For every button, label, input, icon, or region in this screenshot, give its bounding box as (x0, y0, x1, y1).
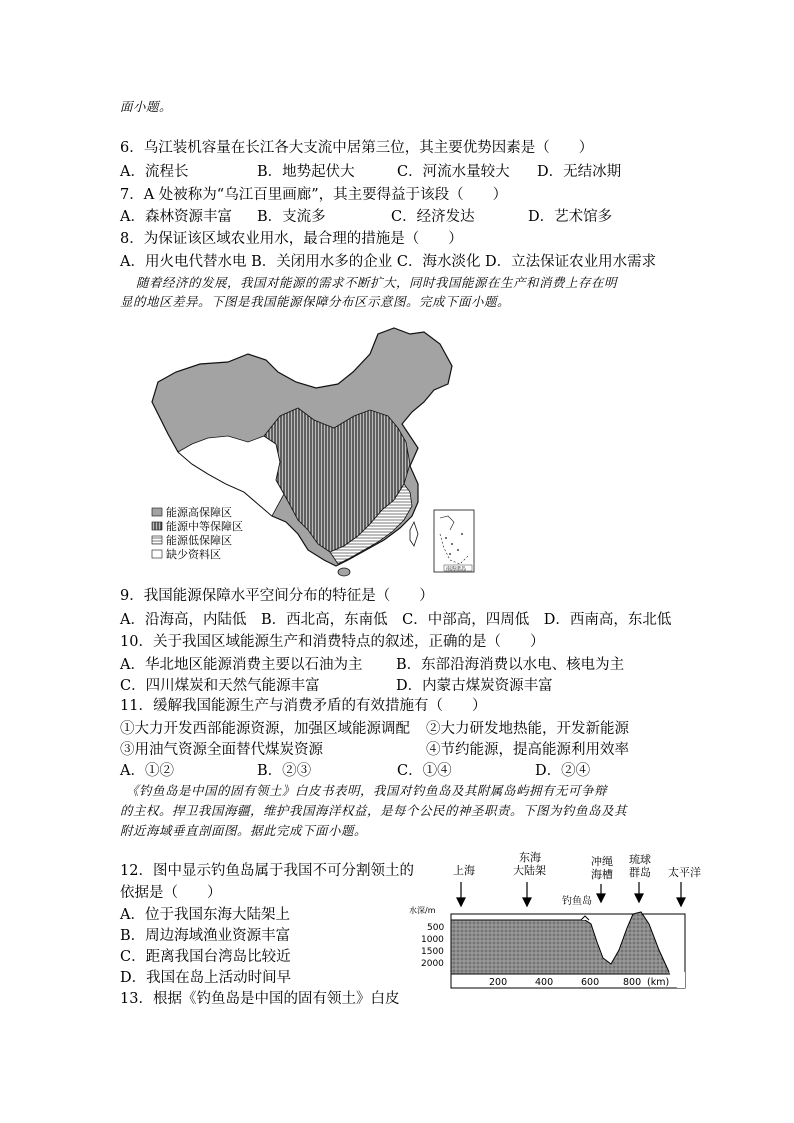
distance-unit: (km) (647, 977, 670, 988)
depth-tick-1500: 1500 (421, 947, 444, 957)
q11-statement-3: ③用油气资源全面替代煤炭资源 (120, 742, 323, 758)
distance-tick-400: 400 (535, 977, 554, 988)
distance-tick-800: 800 (623, 977, 642, 988)
q6-option-b: B．地势起伏大 (257, 164, 355, 180)
q12-option-d: D．我国在岛上活动时间早 (120, 970, 292, 986)
depth-tick-500: 500 (427, 923, 445, 933)
question-13-stem: 13．根据《钓鱼岛是中国的固有领土》白皮 (120, 991, 400, 1007)
passage-2-line-3: 附近海域垂直剖面图。据此完成下面小题。 (120, 823, 368, 838)
question-8-stem: 8．为保证该区域农业用水，最合理的措施是（ ） (120, 231, 463, 247)
label-islands: 群岛 (629, 866, 651, 879)
q8-options: A．用火电代替水电 B．关闭用水多的企业 C．海水淡化 D．立法保证农业用水需求 (120, 254, 657, 270)
missing-data-region (178, 436, 284, 516)
map-legend (152, 505, 243, 561)
legend-missing: 缺少资料区 (166, 548, 221, 561)
question-10-stem: 10．关于我国区域能源生产和消费特点的叙述，正确的是（ ） (120, 634, 545, 650)
question-6-stem: 6．乌江装机容量在长江各大支流中居第三位，其主要优势因素是（ ） (120, 140, 594, 156)
q7-option-a: A．森林资源丰富 (120, 209, 232, 225)
q11-statement-2: ②大力研发地热能，开发新能源 (426, 721, 629, 737)
distance-tick-200: 200 (489, 977, 508, 988)
legend-medium: 能源中等保障区 (166, 520, 243, 533)
q11-option-d: D．②④ (535, 763, 591, 779)
q12-option-c: C．距离我国台湾岛比较近 (120, 949, 291, 965)
question-9-stem: 9．我国能源保障水平空间分布的特征是（ ） (120, 588, 434, 604)
q10-option-d: D．内蒙古煤炭资源丰富 (396, 678, 553, 694)
q7-option-d: D．艺术馆多 (528, 209, 613, 225)
question-7-stem: 7．A 处被称为“乌江百里画廊”，其主要得益于该段（ ） (120, 187, 508, 203)
depth-axis-label: 水深/m (409, 906, 436, 915)
passage-1-line-2: 显的地区差异。下图是我国能源保障分布区示意图。完成下面小题。 (120, 294, 511, 309)
q11-option-c: C．①④ (397, 763, 452, 779)
question-11-stem: 11．缓解我国能源生产与消费矛盾的有效措施有（ ） (120, 698, 487, 714)
passage-1-line-1: 随着经济的发展，我国对能源的需求不断扩大，同时我国能源在生产和消费上存在明 (136, 275, 618, 290)
label-east-china-sea: 东海 (519, 851, 541, 864)
label-diaoyu-island: 钓鱼岛 (562, 896, 592, 907)
passage-2-line-1: 《钓鱼岛是中国的固有领土》白皮书表明，我国对钓鱼岛及其附属岛屿拥有无可争辩 (126, 783, 608, 798)
legend-low: 能源低保障区 (166, 534, 232, 547)
q7-option-c: C．经济发达 (391, 209, 475, 225)
q6-option-c: C．河流水量较大 (397, 164, 510, 180)
q10-option-c: C．四川煤炭和天然气能源丰富 (120, 678, 320, 694)
q12-option-b: B．周边海域渔业资源丰富 (120, 928, 291, 944)
q10-option-b: B．东部沿海消费以水电、核电为主 (396, 657, 625, 673)
legend-high: 能源高保障区 (166, 506, 232, 519)
q11-statement-1: ①大力开发西部能源资源，加强区域能源调配 (120, 721, 410, 737)
q10-option-a: A．华北地区能源消费主要以石油为主 (120, 657, 363, 673)
label-ryukyu: 琉球 (629, 853, 651, 866)
q9-options: A．沿海高，内陆低 B．西北高，东南低 C．中部高，四周低 D．西南高，东北低 (120, 612, 672, 628)
intro-tail: 面小题。 (120, 99, 173, 114)
q11-option-a: A．①② (120, 763, 174, 779)
label-okinawa: 冲绳 (591, 855, 613, 868)
label-trough: 海槽 (591, 868, 613, 881)
q11-option-b: B．②③ (257, 763, 312, 779)
diaoyu-sea-profile-diagram (405, 846, 705, 994)
inset-label: 南海诸岛 (446, 566, 467, 573)
depth-tick-1000: 1000 (421, 935, 444, 945)
south-china-sea-inset (434, 510, 474, 573)
distance-tick-600: 600 (581, 977, 600, 988)
q6-option-a: A．流程长 (120, 164, 189, 180)
q6-option-d: D．无结冰期 (537, 164, 622, 180)
label-pacific: 太平洋 (668, 866, 701, 879)
label-shanghai: 上海 (453, 864, 475, 877)
q7-option-b: B．支流多 (257, 209, 326, 225)
question-12-stem-line-2: 依据是（ ） (120, 885, 222, 901)
passage-2-line-2: 的主权。捍卫我国海疆，维护我国海洋权益，是每个公民的神圣职责。下图为钓鱼岛及其 (120, 803, 628, 818)
question-12-stem-line-1: 12．图中显示钓鱼岛属于我国不可分割领土的 (120, 863, 414, 879)
depth-tick-2000: 2000 (421, 959, 444, 969)
china-energy-security-map (148, 324, 478, 579)
label-continental-shelf: 大陆架 (513, 864, 546, 877)
q12-option-a: A．位于我国东海大陆架上 (120, 907, 290, 923)
q11-statement-4: ④节约能源，提高能源利用效率 (426, 742, 629, 758)
